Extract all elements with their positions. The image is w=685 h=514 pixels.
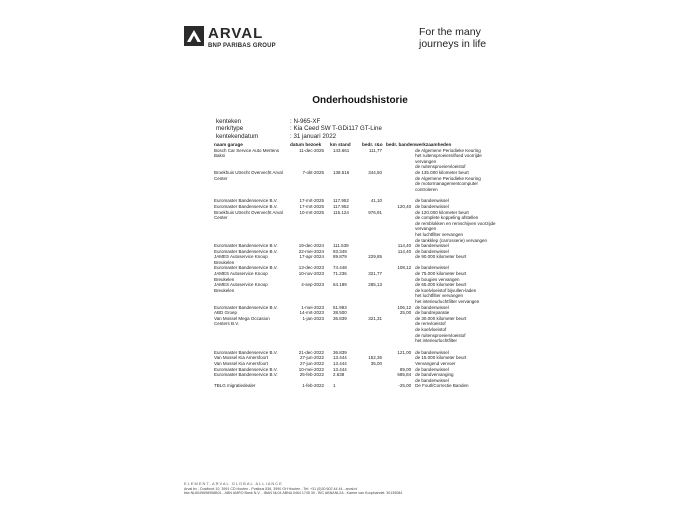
tyre-amount-cell: 120,40 [397,203,412,209]
footer-alliance: ELEMENT-ARVAL GLOBAL ALLIANCE [184,481,283,486]
arval-logo-icon [184,26,204,46]
cell-line: het interieurluchtfilter vervangen [415,299,480,305]
cell-line: TBLG migratiedealer [214,383,256,389]
info-label: merk/type [216,125,244,133]
garage-cell [214,210,290,244]
cell-line: het luchtfilter vervangen [415,293,463,299]
table-row [214,271,515,282]
date-cell: 7-okt-2025 [302,169,324,175]
cell-line: Euromaster Bandenservice B.V. [214,349,278,355]
cell-line: de 135.000 kilometer beurt [415,169,469,175]
tagline-line-2: journeys in life [419,38,487,50]
km-cell: 115.124 [333,209,349,215]
km-cell: 74.448 [333,265,347,271]
cell-line: vervangen [415,158,437,164]
work-cell [415,383,515,389]
col-header-tyres: bedr. banden [386,142,416,147]
ro-amount-cell: 111,77 [368,147,382,153]
ro-amount-cell: 344,50 [368,169,382,175]
km-cell: 38.500 [333,310,347,316]
km-cell: 71.236 [333,271,347,277]
cell-line: de ruitensproeiervloeistof [415,332,466,338]
tagline-line-1: For the many [419,26,481,38]
ro-amount-cell [362,372,386,383]
date-cell: 17-apr-2024 [299,254,324,260]
col-header-date: datum bezoek [290,142,322,147]
cell-line: de 65.000 kilometer beurt [415,282,467,288]
cell-line: Euromaster Bandenservice B.V. [214,366,278,372]
date-cell: 17-mrt-2025 [299,198,324,204]
work-cell [415,316,515,344]
cell-line: de ruitensproeiervloeistof [415,164,466,170]
work-cell [415,210,515,244]
date-cell: 1-mei-2023 [301,304,324,310]
table-row [214,316,515,344]
cell-line: de remblokken en remschijven voorzijde [415,220,496,226]
garage-cell [214,372,290,383]
cell-line: Broekhuis Utrecht Overvecht Arval [214,209,283,215]
ro-amount-cell: 229,85 [368,254,382,260]
cell-line: De Foutl/Correctie Banden [415,383,469,389]
maintenance-history-table [214,142,515,389]
cell-line: Euromaster Bandenservice B.V. [214,265,278,271]
table-body [214,148,515,389]
work-cell [415,148,515,170]
tyre-amount-cell: -25,00 [398,383,412,389]
garage-cell [214,148,290,170]
date-cell: 13-dec-2023 [298,265,324,271]
info-value: : N-965-XF [290,118,321,125]
tyre-amount-cell: 114,40 [397,248,412,254]
vehicle-info-row [216,133,382,140]
tyre-amount-cell: 121,00 [397,349,412,355]
tyre-amount-cell: 89,00 [399,366,412,372]
ro-amount-cell: 41,10 [370,198,382,204]
cell-line: JAMES Autoservice Knoop [214,282,268,288]
col-header-ro: bedr. r&o [362,142,383,147]
km-cell: 117.952 [333,203,349,209]
tyre-amount-cell [386,282,415,304]
tyre-amount-cell [386,316,415,344]
km-cell: 138.516 [333,169,350,175]
vehicle-info-row [216,125,382,132]
tyre-amount-cell: 108,12 [397,265,412,271]
ro-amount-cell: 35,00 [370,360,382,366]
ro-amount-cell [362,383,386,389]
km-cell: 36.839 [333,315,347,321]
cell-line: JAMES Autoservice Knoop [214,271,268,277]
tyre-amount-cell [386,170,415,192]
table-row [214,254,515,265]
cell-line: de 15.000 kilometer beurt [415,355,467,361]
km-cell: 93.349 [333,248,347,254]
date-cell: 19-dec-2024 [298,243,324,249]
arval-logo [184,26,276,49]
date-cell: 17-mrt-2025 [299,203,324,209]
tyre-amount-cell [386,210,415,244]
date-cell: 1-feb-2022 [302,383,324,389]
cell-line: Bosch Car Service Auto Mertens [214,147,280,153]
col-header-garage: naam garage [214,142,243,147]
footer-address: Arval bv - Duwboot 10, 3991 CD Houten - Postbus 536, 3990 GH Houten - Tel: +31 (0)30 602 44 44 - arval.nl [184,486,358,491]
garage-cell [214,383,290,389]
cell-line: de bandenwissel [415,265,449,271]
tyre-amount-cell: 106,12 [397,304,412,310]
km-cell: 143.661 [333,147,350,153]
cell-line: Euromaster Bandenservice B.V. [214,203,278,209]
date-cell: 22-mei-2024 [298,248,324,254]
cell-line: het ruitensproeiersilfoed voorrijde [415,153,482,159]
km-cell: 1 [333,383,336,389]
tyre-amount-cell [386,148,415,170]
garage-cell [214,316,290,344]
km-cell: 89.879 [333,254,347,260]
cell-line: de 75.000 kilometer beurt [415,271,467,277]
cell-line: Baksi [214,153,226,159]
km-cell: 64.189 [333,282,347,288]
info-value: : Kia Ceed SW T-GDi117 GT-Line [290,125,382,133]
cell-line: de 30.000 kilometer beurt [415,315,467,321]
tyre-amount-cell [386,254,415,265]
km-cell: 13.444 [333,360,347,366]
date-cell: 10-mrt-2025 [299,209,324,215]
cell-line: Centers B.V. [214,321,240,327]
cell-line: de 90.000 kilometer beurt [415,254,467,260]
page-title: Onderhoudshistorie [312,95,408,106]
cell-line: het luchtfilter vervangen [415,231,463,237]
cell-line: het interieurluchtfilter [415,338,457,344]
date-cell: 11-dec-2025 [299,147,324,153]
work-cell [415,170,515,192]
km-cell: 36.839 [333,349,347,355]
cell-line: de bandenwissel [415,248,449,254]
cell-line: de bandenwissel [415,198,449,204]
cell-line: de bandreparatie [415,310,450,316]
vehicle-info [216,118,382,140]
cell-line: de motormanagementcomputer [415,181,478,187]
brand-sub: BNP PARIBAS GROUP [208,43,276,49]
km-cell: 117.952 [333,198,349,204]
garage-cell [214,271,290,282]
cell-line: de bandenwissel [415,377,449,383]
col-header-km: km stand [330,142,351,147]
work-cell [415,372,515,383]
cell-line: de bandenwissel [415,203,449,209]
cell-line: Van Mossel Mega Occasion [214,315,270,321]
cell-line: Breukelen [214,287,235,293]
tyre-amount-cell: 685,84 [397,372,412,378]
cell-line: ABD Groep [214,310,238,316]
table-row [214,372,515,383]
col-header-work: werkzaamheden [415,142,452,147]
cell-line: de tankklep (carrosserie) vervangen [415,237,487,243]
cell-line: de Algemene Periodieke Keuring [415,175,481,181]
table-row [214,282,515,304]
cell-line: Euromaster Bandenservice B.V. [214,372,278,378]
cell-line: de complete koppeling afstellen [415,215,479,221]
table-row [214,170,515,192]
km-cell: 111.539 [333,243,349,249]
date-cell: 25-feb-2022 [299,372,324,378]
cell-line: Breukelen [214,276,235,282]
cell-line: Euromaster Bandenservice B.V. [214,198,278,204]
date-cell: 10-nov-2023 [298,271,324,277]
cell-line: de koelvloeistof bijvullen-laden [415,287,477,293]
date-cell: 27-jun-2022 [299,360,324,366]
cell-line: de bougies vervangen [415,276,460,282]
info-value: : 31 januari 2022 [290,132,337,140]
cell-line: Center [214,215,228,221]
ro-amount-cell: 285,13 [368,282,382,288]
cell-line: Center [214,175,228,181]
ro-amount-cell: 152,36 [368,355,382,361]
cell-line: controleren [415,186,438,192]
cell-line: Euromaster Bandenservice B.V. [214,304,278,310]
cell-line: de bandenwissel [415,349,449,355]
cell-line: Van Mossel Kia Amersfoort [214,360,268,366]
km-cell: 13.444 [333,366,347,372]
work-cell [415,271,515,282]
km-cell: 51.993 [333,304,347,310]
vehicle-info-row [216,118,382,125]
cell-line: Van Mossel Kia Amersfoort [214,355,268,361]
brand-text [208,26,276,49]
cell-line: Broekhuis Utrecht Overvecht Arval [214,169,283,175]
tagline [419,26,486,50]
cell-line: de 120.000 kilometer beurt [415,209,469,215]
info-label: kenteken [216,118,242,125]
brand-name: ARVAL [208,25,264,42]
garage-cell [214,254,290,265]
cell-line: JAMES Autoservice Knoop [214,254,268,260]
footer-registration: btw NL8049698958B01 - ABN AMRO Bank N.V. - IBAN NL04 ABNA 0464 1745 39 - BIC ABNANL2A - Kamer van Koophandel: 30139084 [184,491,403,496]
work-cell [415,254,515,265]
cell-line: vervangen [415,226,437,232]
cell-line: de remvloeistof [415,321,446,327]
work-cell [415,282,515,304]
km-cell: 2.638 [333,372,345,378]
ro-amount-cell: 321,77 [368,271,382,277]
cell-line: de bandenwissel [415,366,449,372]
garage-cell [214,282,290,304]
cell-line: Vervangend vervoer [415,360,456,366]
date-cell: 21-dec-2022 [298,349,324,355]
date-cell: 27-jun-2022 [299,355,324,361]
cell-line: Euromaster Bandenservice B.V. [214,248,278,254]
garage-cell [214,170,290,192]
cell-line: Euromaster Bandenservice B.V. [214,243,278,249]
cell-line: de bandenwissel [415,243,449,249]
ro-amount-cell: 321,31 [368,315,382,321]
cell-line: de koelvloeistof [415,327,447,332]
tyre-amount-cell: 25,00 [399,310,412,316]
table-row [214,383,515,389]
cell-line: de bandvervanging [415,372,454,378]
cell-line: de bandenwissel [415,304,449,310]
date-cell: 14-mrt-2023 [299,310,324,316]
info-label: kentekendatum [216,132,259,140]
tyre-amount-cell: 114,40 [397,243,412,249]
table-row [214,148,515,170]
date-cell: 1-jan-2023 [302,315,324,321]
table-row [214,210,515,244]
date-cell: 4-sep-2023 [301,282,324,288]
cell-line: Breukelen [214,259,235,265]
km-cell: 13.444 [333,355,347,361]
ro-amount-cell: 976,91 [368,209,382,215]
date-cell: 10-mei-2022 [298,366,324,372]
cell-line: de Algemene Periodieke Keuring [415,147,481,153]
tyre-amount-cell [386,271,415,282]
footer [184,482,402,496]
